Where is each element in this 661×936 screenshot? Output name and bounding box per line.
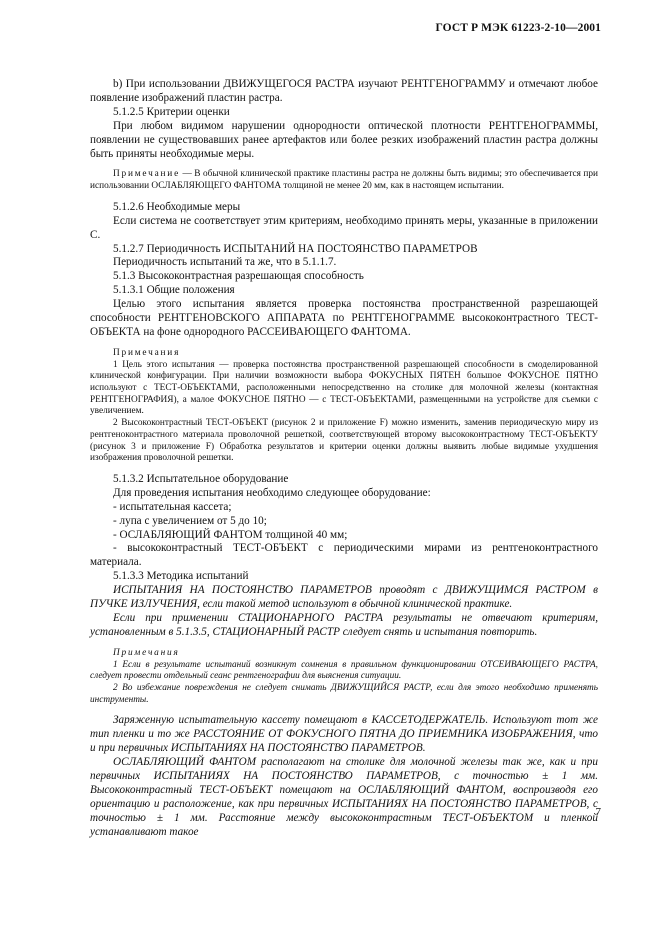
note-grid-visibility: [90, 169, 598, 192]
list-item: - лупа с увеличением от 5 до 10;: [113, 514, 267, 527]
paragraph-cassette-placement: Заряженную испытательную кассету помещают в КАССЕТОДЕРЖАТЕЛЬ. Используют тот же тип пленки и то же РАССТОЯНИЕ ОТ ФОКУСНОГО ПЯТНА ДО ПРИЕМНИКА ИЗОБРАЖЕНИЯ, что и при первичных ИСПЫТАНИЯХ НА ПОСТОЯНСТВО ПАРАМЕТРОВ.: [90, 714, 598, 755]
paragraph-method-moving-grid: ИСПЫТАНИЯ НА ПОСТОЯНСТВО ПАРАМЕТРОВ проводят с ДВИЖУЩИМСЯ РАСТРОМ в ПУЧКЕ ИЗЛУЧЕНИЯ, если такой метод используют в обычной клинической практике.: [90, 584, 598, 611]
notes-label: Примечания: [113, 647, 180, 658]
page-content: [90, 78, 598, 839]
section-heading-5-1-2-5: 5.1.2.5 Критерии оценки: [113, 105, 230, 118]
paragraph-test-purpose: Целью этого испытания является проверка постоянства пространственной разрешающей способности РЕНТГЕНОВСКОГО АППАРАТА по РЕНТГЕНОГРАММЕ высококонтрастного ТЕСТ-ОБЪЕКТА на фоне однородного РАССЕИВАЮЩЕГО ФАНТОМА.: [90, 298, 598, 338]
paragraph-moving-grid: b) При использовании ДВИЖУЩЕГОСЯ РАСТРА изучают РЕНТГЕНОГРАММУ и отмечают любое появление изображений пластин растра.: [90, 78, 598, 104]
section-heading-5-1-3: 5.1.3 Высококонтрастная разрешающая способность: [113, 270, 364, 283]
note-label: Примечание: [113, 169, 180, 180]
paragraph-phantom-placement: ОСЛАБЛЯЮЩИЙ ФАНТОМ располагают на столике для молочной железы так же, как и при первичных ИСПЫТАНИЯХ НА ПОСТОЯНСТВО ПАРАМЕТРОВ, с точностью ± 1 мм. Высококонтрастный ТЕСТ-ОБЪЕКТ помещают на ОСЛАБЛЯЮЩИЙ ФАНТОМ, воспроизводя его ориентацию и расположение, как при первичных ИСПЫТАНИЯХ НА ПОСТОЯНСТВО ПАРАМЕТРОВ, с точностью ± 1 мм. Расстояние между высококонтрастным ТЕСТ-ОБЪЕКТОМ и пленкой устанавливают такое: [90, 756, 598, 838]
note-grid-doubts: 1 Если в результате испытаний возникнут сомнения в правильном функционировании ОТСЕИВАЮЩЕГО РАСТРА, следует провести отдельный сеанс рентгенографии для выяснения ситуации.: [90, 659, 598, 682]
list-item: - испытательная кассета;: [113, 500, 232, 513]
section-heading-5-1-3-2: 5.1.3.2 Испытательное оборудование: [113, 472, 289, 485]
note-grid-removal: 2 Во избежание повреждения не следует снимать ДВИЖУЩИЙСЯ РАСТР, если для этого необходимо применять инструменты.: [90, 682, 598, 705]
section-heading-5-1-3-3: 5.1.3.3 Методика испытаний: [113, 570, 249, 583]
section-heading-5-1-3-1: 5.1.3.1 Общие положения: [113, 284, 235, 297]
paragraph-equipment-intro: Для проведения испытания необходимо следующее оборудование:: [113, 486, 431, 499]
paragraph-required-actions: Если система не соответствует этим критериям, необходимо принять меры, указанные в приложении С.: [90, 214, 598, 241]
paragraph-periodicity: Периодичность испытаний та же, что в 5.1.1.7.: [113, 256, 337, 269]
list-item: - ОСЛАБЛЯЮЩИЙ ФАНТОМ толщиной 40 мм;: [113, 528, 348, 541]
paragraph-criteria: При любом видимом нарушении однородности оптической плотности РЕНТГЕНОГРАММЫ, появлении не существовавших ранее артефактов или более резких изображений пластин растра должны быть приняты необходимые меры.: [90, 119, 598, 160]
standard-code-header: ГОСТ Р МЭК 61223-2-10—2001: [435, 22, 601, 34]
section-heading-5-1-2-6: 5.1.2.6 Необходимые меры: [113, 200, 241, 213]
page-number: 7: [595, 806, 601, 818]
list-item: - высококонтрастный ТЕСТ-ОБЪЕКТ с периодическими мирами из рентгеноконтрастного материала.: [90, 542, 598, 569]
note-text: — В обычной клинической практике пластины растра не должны быть видимы; это обеспечивается при использовании ОСЛАБЛЯЮЩЕГО ФАНТОМА толщиной не менее 20 мм, как в настоящем испытании.: [90, 169, 599, 192]
notes-label: Примечания: [113, 347, 181, 358]
paragraph-method-stationary-grid: Если при применении СТАЦИОНАРНОГО РАСТРА результаты не отвечают критериям, установленным в 5.1.3.5, СТАЦИОНАРНЫЙ РАСТР следует снять и испытания повторить.: [90, 612, 598, 638]
note-test-object: 2 Высококонтрастный ТЕСТ-ОБЪЕКТ (рисунок 2 и приложение F) можно изменить, заменив периодическую миру из рентгеноконтрастного материала проволочной решеткой, соответствующей второму высококонтрастному ТЕСТ-ОБЪЕКТУ (рисунок 3 и приложение F) Обработка результатов и критерии оценки должны выявить любые видимые ухудшения изображения проволочной решетки.: [90, 418, 598, 464]
section-heading-5-1-2-7: 5.1.2.7 Периодичность ИСПЫТАНИЙ НА ПОСТОЯНСТВО ПАРАМЕТРОВ: [113, 242, 478, 255]
note-focal-spots: 1 Цель этого испытания — проверка постоянства пространственной разрешающей способности в смоделированной клинической конфигурации. При наличии возможности выбора ФОКУСНЫХ ПЯТЕН большое ФОКУСНОЕ ПЯТНО используют с ТЕСТ-ОБЪЕКТАМИ, расположенными непосредственно на столике для молочной железы (контактная РЕНТГЕНОГРАФИЯ), а малое ФОКУСНОЕ ПЯТНО — с ТЕСТ-ОБЪЕКТАМИ, размещенными на устройстве для съемки с увеличением.: [90, 359, 598, 417]
